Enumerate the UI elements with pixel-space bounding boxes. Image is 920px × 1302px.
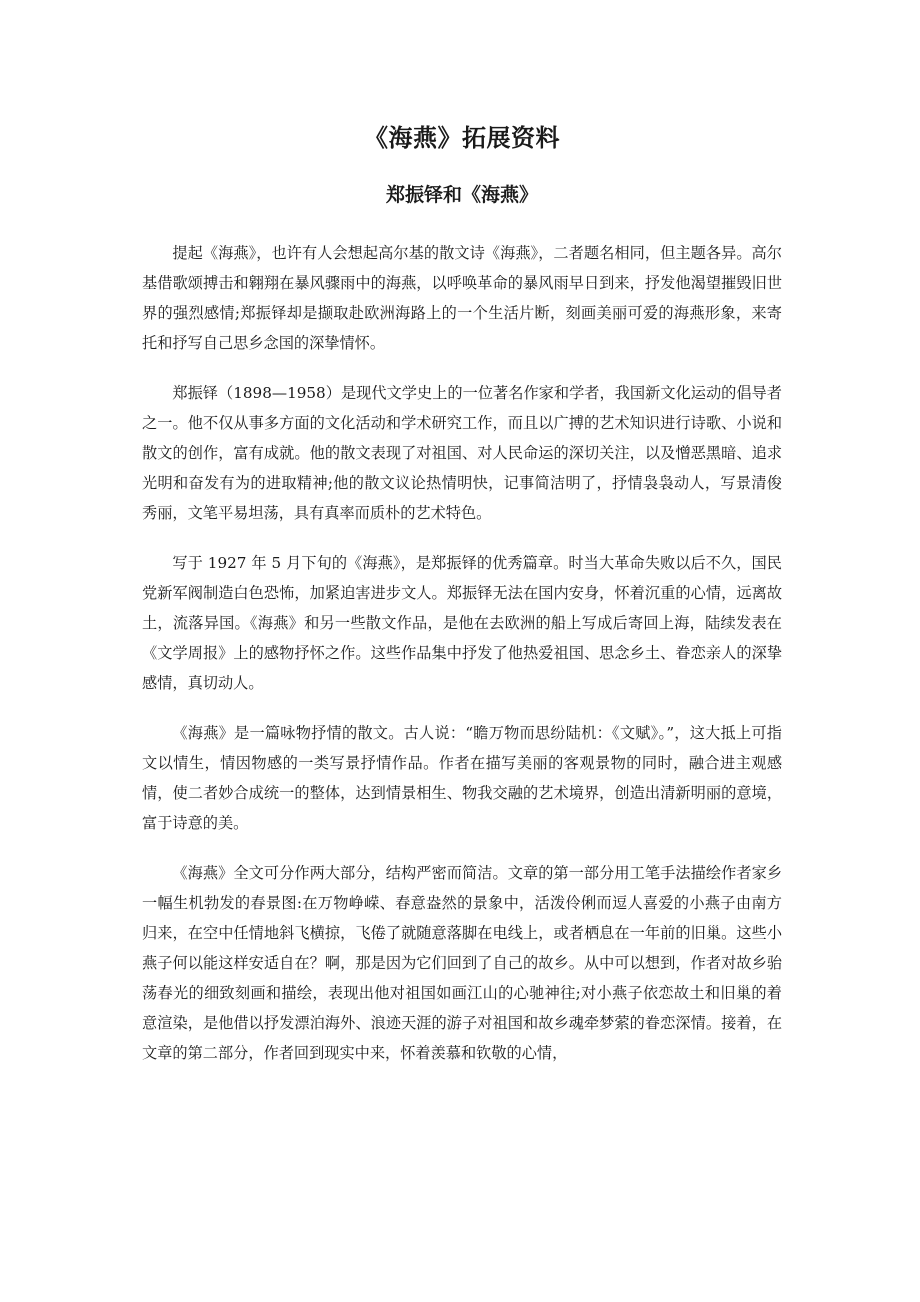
document-title: 《海燕》拓展资料 [364, 124, 560, 152]
paragraph-5: 《海燕》全文可分作两大部分，结构严密而简洁。文章的第一部分用工笔手法描绘作者家乡一幅生机勃发的春景图:在万物峥嵘、春意盎然的景象中，活泼伶俐而逗人喜爱的小燕子由南方归来，在空中任情地斜飞横掠，飞倦了就随意落脚在电线上，或者栖息在一年前的旧巢。这些小燕子何以能这样安适自在？啊，那是因为它们回到了自己的故乡。从中可以想到，作者对故乡骀荡春光的细致刻画和描绘，表现出他对祖国如画江山的心驰神往;对小燕子依恋故土和旧巢的着意渲染，是他借以抒发漂泊海外、浪迹天涯的游子对祖国和故乡魂牵梦萦的眷恋深情。接着，在文章的第二部分，作者回到现实中来，怀着羡慕和钦敬的心情， [142, 864, 782, 1062]
paragraph-3: 写于 1927 年 5 月下旬的《海燕》，是郑振铎的优秀篇章。时当大革命失败以后不久，国民党新军阀制造白色恐怖，加紧迫害进步文人。郑振铎无法在国内安身，怀着沉重的心情，远离故土，流落异国。《海燕》和另一些散文作品，是他在去欧洲的船上写成后寄回上海，陆续发表在《文学周报》上的感物抒怀之作。这些作品集中抒发了他热爱祖国、思念乡土、眷恋亲人的深挚感情，真切动人。 [142, 554, 782, 692]
paragraph-1: 提起《海燕》，也许有人会想起高尔基的散文诗《海燕》，二者题名相同，但主题各异。高尔基借歌颂搏击和翱翔在暴风骤雨中的海燕，以呼唤革命的暴风雨早日到来，抒发他渴望摧毁旧世界的强烈感情;郑振铎却是撷取赴欧洲海路上的一个生活片断，刻画美丽可爱的海燕形象，来寄托和抒写自己思乡念国的深挚情怀。 [142, 244, 782, 352]
paragraph-4: 《海燕》是一篇咏物抒情的散文。古人说：“瞻万物而思纷陆机：《文赋》。”，这大抵上可指文以情生，情因物感的一类写景抒情作品。作者在描写美丽的客观景物的同时，融合进主观感情，使二者妙合成统一的整体，达到情景相生、物我交融的艺术境界，创造出清新明丽的意境，富于诗意的美。 [142, 724, 782, 832]
document-body [142, 238, 782, 1068]
paragraph-2: 郑振铎（1898—1958）是现代文学史上的一位著名作家和学者，我国新文化运动的倡导者之一。他不仅从事多方面的文化活动和学术研究工作，而且以广搏的艺术知识进行诗歌、小说和散文的创作，富有成就。他的散文表现了对祖国、对人民命运的深切关注，以及憎恶黑暗、追求光明和奋发有为的进取精神;他的散文议论热情明快，记事简洁明了，抒情袅袅动人，写景清俊秀丽，文笔平易坦荡，具有真率而质朴的艺术特色。 [142, 384, 782, 522]
document-subtitle: 郑振铎和《海燕》 [385, 184, 538, 206]
